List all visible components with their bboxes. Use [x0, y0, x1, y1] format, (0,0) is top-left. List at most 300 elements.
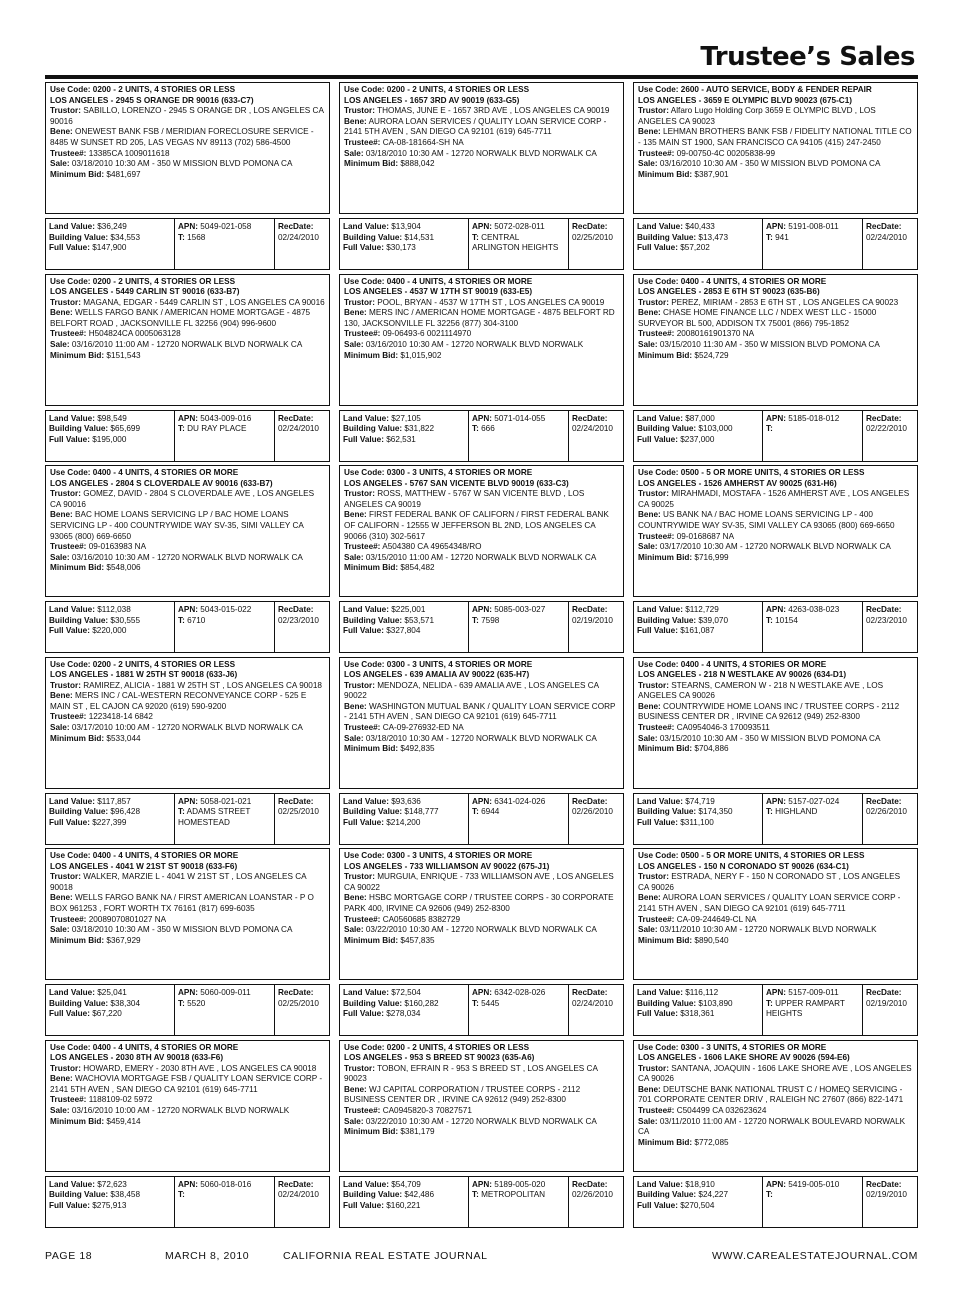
footer-page: PAGE 18 — [45, 1250, 93, 1262]
sale-value: 03/18/2010 10:30 AM - 12720 NORWALK BLVD NORWALK CA — [365, 148, 597, 158]
trustee-value: CA-09-244649-CL NA — [676, 914, 757, 924]
full-label: Full Value: — [637, 817, 678, 827]
building-value: $53,571 — [404, 615, 435, 625]
recdate-label: RecDate: — [866, 1179, 902, 1189]
listing-details — [339, 274, 624, 406]
bene-label: Bene: — [50, 1074, 73, 1084]
minbid-value: $524,729 — [694, 350, 729, 360]
listing-values — [45, 410, 330, 462]
land-label: Land Value: — [343, 222, 389, 231]
minbid-label: Minimum Bid: — [344, 935, 399, 945]
full-label: Full Value: — [49, 817, 90, 827]
sale-value: 03/17/2010 10:00 AM - 12720 NORWALK BLVD NORWALK CA — [71, 723, 303, 733]
trustor-value: PEREZ, MIRIAM - 2853 E 6TH ST , LOS ANGELES CA 90023 — [671, 297, 899, 307]
sale-value: 03/22/2010 10:30 AM - 12720 NORWALK BLVD NORWALK CA — [365, 1116, 597, 1126]
trustor-label: Trustor: — [344, 106, 375, 116]
use-code: Use Code: 0300 - 3 UNITS, 4 STORIES OR MORE — [344, 468, 533, 477]
apn-value: 5058-021-021 — [200, 796, 252, 806]
apn-label: APN: — [178, 222, 199, 231]
land-label: Land Value: — [49, 796, 95, 806]
apn-label: APN: — [472, 605, 493, 614]
recdate-label: RecDate: — [278, 796, 314, 806]
t-label: T: — [766, 615, 773, 625]
recdate-value: 02/26/2010 — [572, 807, 613, 817]
land-label: Land Value: — [637, 605, 683, 614]
t-label: T: — [472, 424, 479, 434]
building-label: Building Value: — [637, 424, 697, 434]
land-label: Land Value: — [343, 796, 389, 806]
sale-value: 03/15/2010 11:30 AM - 350 W MISSION BLVD POMONA CA — [659, 340, 880, 350]
apn-label: APN: — [178, 1179, 199, 1189]
trustor-label: Trustor: — [344, 872, 375, 882]
property-address: LOS ANGELES - 4041 W 21ST ST 90018 (633-F6) — [50, 861, 238, 871]
land-value: $225,001 — [391, 605, 426, 614]
building-value: $34,553 — [110, 232, 141, 242]
land-value: $74,719 — [685, 796, 715, 806]
property-address: LOS ANGELES - 2853 E 6TH ST 90023 (635-B6) — [638, 287, 820, 297]
full-label: Full Value: — [49, 1009, 90, 1019]
apn-label: APN: — [766, 413, 787, 423]
t-label: T: — [766, 424, 773, 434]
bene-value: US BANK NA / BAC HOME LOANS SERVICING LP - 400 COUNTRYWIDE WAY SV-35, SIMI VALLEY CA 93065 (800) 669-6650 — [638, 510, 895, 530]
full-label: Full Value: — [49, 1200, 90, 1210]
apn-value: 6341-024-026 — [494, 796, 546, 806]
full-value: $311,100 — [680, 817, 714, 827]
full-label: Full Value: — [637, 1200, 678, 1210]
building-value: $13,473 — [698, 232, 729, 242]
bene-label: Bene: — [638, 127, 661, 137]
trustor-label: Trustor: — [50, 297, 81, 307]
full-label: Full Value: — [343, 626, 384, 636]
apn-label: APN: — [472, 988, 493, 997]
bene-label: Bene: — [50, 510, 73, 520]
land-label: Land Value: — [49, 605, 95, 614]
trustee-value: C504499 CA 032623624 — [676, 1106, 767, 1116]
land-label: Land Value: — [49, 988, 95, 997]
minbid-value: $890,540 — [694, 935, 729, 945]
listing-values — [45, 601, 330, 653]
trustor-label: Trustor: — [50, 872, 81, 882]
trustor-value: MURGUIA, ENRIQUE - 733 WILLIAMSON AVE , LOS ANGELES CA 90022 — [344, 872, 614, 892]
full-label: Full Value: — [49, 243, 90, 253]
apn-label: APN: — [766, 1179, 787, 1189]
listing-values — [45, 218, 330, 270]
minbid-value: $888,042 — [400, 159, 435, 169]
footer-site[interactable]: WWW.CAREALESTATEJOURNAL.COM — [712, 1250, 918, 1262]
bene-value: FIRST FEDERAL BANK OF CALIFORN / FIRST FEDERAL BANK OF CALIFORN - 12555 W JEFFERSON BL 2ND, LOS ANGELES CA 90066 (310) 302-5617 — [344, 510, 609, 541]
t-value: 1568 — [187, 232, 206, 242]
bene-label: Bene: — [638, 308, 661, 318]
recdate-label: RecDate: — [278, 988, 314, 997]
apn-value: 5085-003-027 — [494, 605, 546, 614]
t-value: ADAMS STREET HOMESTEAD — [178, 807, 251, 827]
apn-label: APN: — [178, 605, 199, 614]
minbid-label: Minimum Bid: — [638, 350, 693, 360]
use-code: Use Code: 0400 - 4 UNITS, 4 STORIES OR MORE — [50, 1042, 239, 1052]
building-value: $148,777 — [404, 807, 439, 817]
listing-card — [45, 1040, 330, 1228]
bene-value: COUNTRYWIDE HOME LOANS INC / TRUSTEE CORPS - 2112 BUSINESS CENTER DR , IRVINE CA 92612 (949) 252-8300 — [638, 701, 900, 722]
trustor-label: Trustor: — [50, 680, 81, 690]
building-label: Building Value: — [637, 807, 697, 817]
full-value: $270,504 — [680, 1200, 715, 1210]
full-label: Full Value: — [343, 434, 384, 444]
bene-value: MERS INC / AMERICAN HOME MORTGAGE - 4875 BELFORT RD 130, JACKSONVILLE FL 32256 (877) 304-3100 — [344, 308, 615, 328]
land-label: Land Value: — [343, 413, 389, 423]
building-label: Building Value: — [49, 807, 109, 817]
trustee-label: Trustee#: — [638, 148, 675, 158]
sale-value: 03/11/2010 11:00 AM - 12720 NORWALK BOULEVARD NORWALK CA — [638, 1116, 906, 1137]
land-label: Land Value: — [49, 413, 95, 423]
building-label: Building Value: — [637, 998, 697, 1008]
trustee-value: CA0560685 8382729 — [382, 914, 461, 924]
listing-details — [45, 657, 330, 789]
minbid-label: Minimum Bid: — [638, 935, 693, 945]
trustee-value: 09-0163983 NA — [88, 542, 147, 552]
trustor-label: Trustor: — [344, 680, 375, 690]
sale-label: Sale: — [638, 542, 658, 552]
land-value: $98,549 — [97, 413, 127, 423]
building-value: $96,428 — [110, 807, 141, 817]
trustee-value: 09-0168687 NA — [676, 531, 735, 541]
listing-card — [633, 1040, 918, 1228]
use-code: Use Code: 0400 - 4 UNITS, 4 STORIES OR MORE — [638, 659, 827, 669]
trustor-value: POOL, BRYAN - 4537 W 17TH ST , LOS ANGELES CA 90019 — [377, 297, 605, 307]
apn-label: APN: — [178, 796, 199, 806]
land-label: Land Value: — [49, 1179, 95, 1189]
land-label: Land Value: — [637, 1179, 683, 1189]
apn-label: APN: — [766, 605, 787, 614]
use-code: Use Code: 0300 - 3 UNITS, 4 STORIES OR MORE — [344, 659, 533, 669]
sale-value: 03/18/2010 10:30 AM - 350 W MISSION BLVD POMONA CA — [71, 925, 293, 935]
building-value: $42,486 — [404, 1190, 435, 1200]
land-value: $112,729 — [685, 605, 719, 614]
minbid-label: Minimum Bid: — [344, 159, 399, 169]
listing-details — [633, 82, 918, 214]
trustor-value: MIRAHMADI, MOSTAFA - 1526 AMHERST AVE , LOS ANGELES CA 90025 — [638, 489, 910, 509]
property-address: LOS ANGELES - 4537 W 17TH ST 90019 (633-E5) — [344, 287, 533, 297]
sale-label: Sale: — [344, 148, 364, 158]
apn-label: APN: — [766, 988, 787, 997]
bene-label: Bene: — [344, 116, 367, 126]
recdate-value: 02/24/2010 — [572, 424, 613, 434]
land-label: Land Value: — [343, 988, 389, 997]
use-code: Use Code: 0400 - 4 UNITS, 4 STORIES OR MORE — [50, 468, 239, 477]
full-value: $237,000 — [680, 434, 715, 444]
bene-label: Bene: — [344, 308, 367, 318]
recdate-label: RecDate: — [572, 1179, 608, 1189]
land-label: Land Value: — [343, 1179, 389, 1189]
bene-label: Bene: — [50, 691, 73, 701]
title-rule — [45, 75, 918, 79]
land-label: Land Value: — [637, 988, 683, 997]
bene-label: Bene: — [638, 510, 661, 520]
building-value: $65,699 — [110, 424, 141, 434]
listing-card — [45, 848, 330, 1036]
sale-value: 03/18/2010 10:30 AM - 12720 NORWALK BLVD NORWALK CA — [365, 733, 597, 743]
bene-value: WELLS FARGO BANK NA / FIRST AMERICAN LOANSTAR - P O BOX 961253 , FORT WORTH TX 76161 (817) 699-6035 — [50, 893, 314, 913]
land-label: Land Value: — [343, 605, 389, 614]
recdate-label: RecDate: — [572, 413, 608, 423]
bene-label: Bene: — [344, 893, 367, 903]
sale-label: Sale: — [50, 552, 70, 562]
bene-value: AURORA LOAN SERVICES / QUALITY LOAN SERVICE CORP - 2141 5TH AVEN , SAN DIEGO CA 92101 (619) 645-7711 — [344, 116, 607, 137]
use-code: Use Code: 0200 - 2 UNITS, 4 STORIES OR LESS — [50, 276, 236, 286]
full-value: $327,804 — [386, 626, 421, 636]
trustee-label: Trustee#: — [638, 723, 675, 733]
land-value: $87,000 — [685, 413, 715, 423]
trustor-label: Trustor: — [638, 489, 669, 499]
bene-value: LEHMAN BROTHERS BANK FSB / FIDELITY NATIONAL TITLE CO - 135 MAIN ST 1900, SAN FRANCISCO CA 94105 (415) 247-2450 — [638, 127, 912, 147]
apn-value: 6342-028-026 — [494, 988, 546, 997]
recdate-value: 02/24/2010 — [866, 232, 907, 242]
t-value: 941 — [775, 232, 789, 242]
recdate-value: 02/19/2010 — [572, 615, 613, 625]
bene-value: DEUTSCHE BANK NATIONAL TRUST C / HOMEQ SERVICING - 701 CORPORATE CENTER DRIV , RALEIGH NC 27607 (866) 822-1471 — [638, 1084, 904, 1105]
building-value: $103,000 — [698, 424, 733, 434]
trustee-label: Trustee#: — [344, 542, 381, 552]
use-code: Use Code: 0200 - 2 UNITS, 4 STORIES OR LESS — [50, 85, 236, 94]
listing-card — [45, 465, 330, 653]
t-value: 7598 — [481, 615, 500, 625]
apn-value: 5072-028-011 — [494, 222, 545, 231]
property-address: LOS ANGELES - 218 N WESTLAKE AV 90026 (634-D1) — [638, 670, 847, 680]
property-address: LOS ANGELES - 733 WILLIAMSON AV 90022 (675-J1) — [344, 861, 550, 871]
sale-value: 03/15/2010 11:00 AM - 12720 NORWALK BLVD NORWALK CA — [365, 552, 597, 562]
t-value: 10154 — [775, 615, 798, 625]
recdate-value: 02/19/2010 — [866, 1190, 907, 1200]
trustee-value: CA0954046-3 170093511 — [676, 723, 770, 733]
sale-value: 03/15/2010 10:30 AM - 350 W MISSION BLVD POMONA CA — [659, 733, 881, 743]
trustor-label: Trustor: — [50, 1063, 81, 1073]
full-label: Full Value: — [343, 1009, 384, 1019]
apn-label: APN: — [178, 413, 199, 423]
t-label: T: — [178, 1190, 185, 1200]
listing-card — [633, 848, 918, 1036]
land-label: Land Value: — [49, 222, 95, 231]
bene-label: Bene: — [50, 893, 73, 903]
building-value: $38,304 — [110, 998, 141, 1008]
apn-value: 5060-018-016 — [200, 1179, 252, 1189]
listing-details — [633, 848, 918, 980]
building-label: Building Value: — [343, 998, 403, 1008]
land-value: $54,709 — [391, 1179, 421, 1189]
apn-value: 5157-009-011 — [788, 988, 839, 997]
t-label: T: — [472, 232, 479, 242]
bene-label: Bene: — [638, 1084, 661, 1094]
bene-value: AURORA LOAN SERVICES / QUALITY LOAN SERVICE CORP - 2141 5TH AVEN , SAN DIEGO CA 92101 (619) 645-7711 — [638, 893, 901, 913]
trustee-label: Trustee#: — [344, 1106, 381, 1116]
listing-details — [45, 274, 330, 406]
use-code: Use Code: 0400 - 4 UNITS, 4 STORIES OR MORE — [638, 276, 827, 286]
trustee-label: Trustee#: — [344, 723, 381, 733]
sale-value: 03/16/2010 11:00 AM - 12720 NORWALK BLVD NORWALK CA — [71, 340, 303, 350]
bene-label: Bene: — [344, 1084, 367, 1094]
listing-card — [633, 465, 918, 653]
minbid-label: Minimum Bid: — [344, 744, 399, 754]
trustee-label: Trustee#: — [344, 137, 381, 147]
land-value: $40,433 — [685, 222, 715, 231]
land-value: $117,857 — [97, 796, 131, 806]
building-value: $30,555 — [110, 615, 141, 625]
sale-label: Sale: — [50, 159, 70, 169]
t-label: T: — [178, 998, 185, 1008]
page-title: Trustee’s Sales — [700, 42, 915, 72]
full-value: $30,173 — [386, 243, 416, 253]
apn-value: 5043-015-022 — [200, 605, 252, 614]
listing-values — [339, 601, 624, 653]
full-label: Full Value: — [637, 434, 678, 444]
land-label: Land Value: — [637, 222, 683, 231]
land-value: $72,623 — [97, 1179, 127, 1189]
trustor-value: STEARNS, CAMERON W - 218 N WESTLAKE AVE , LOS ANGELES CA 90026 — [638, 680, 884, 701]
use-code: Use Code: 0300 - 3 UNITS, 4 STORIES OR MORE — [638, 1042, 827, 1052]
apn-value: 5060-009-011 — [200, 988, 251, 997]
bene-value: BAC HOME LOANS SERVICING LP / BAC HOME LOANS SERVICING LP - 400 COUNTRYWIDE WAY SV-35, SIMI VALLEY CA 93065 (800) 669-6650 — [50, 510, 304, 541]
listing-details — [633, 1040, 918, 1172]
trustor-value: SANTANA, JOAQUIN - 1606 LAKE SHORE AVE , LOS ANGELES CA 90026 — [638, 1063, 912, 1084]
trustor-value: THOMAS, JUNE E - 1657 3RD AVE , LOS ANGELES CA 90019 — [377, 106, 610, 116]
minbid-label: Minimum Bid: — [638, 1137, 693, 1147]
minbid-value: $772,085 — [694, 1137, 729, 1147]
recdate-label: RecDate: — [278, 413, 314, 423]
trustor-value: GOMEZ, DAVID - 2804 S CLOVERDALE AVE , LOS ANGELES CA 90016 — [50, 489, 315, 509]
trustee-label: Trustee#: — [638, 914, 675, 924]
recdate-value: 02/26/2010 — [572, 1190, 613, 1200]
bene-value: WASHINGTON MUTUAL BANK / QUALITY LOAN SERVICE CORP - 2141 5TH AVEN , SAN DIEGO CA 92101 (619) 645-7711 — [344, 701, 616, 722]
recdate-label: RecDate: — [866, 988, 902, 997]
minbid-value: $533,044 — [106, 733, 141, 743]
t-value: CENTRAL ARLINGTON HEIGHTS — [472, 232, 559, 253]
trustee-label: Trustee#: — [344, 329, 381, 339]
bene-value: CHASE HOME FINANCE LLC / NDEX WEST LLC - 15000 SURVEYOR BL 500, ADDISON TX 75001 (866) 795-1852 — [638, 308, 877, 328]
listing-values — [633, 410, 918, 462]
recdate-label: RecDate: — [278, 1179, 314, 1189]
land-value: $93,636 — [391, 796, 421, 806]
t-label: T: — [472, 615, 479, 625]
trustee-label: Trustee#: — [344, 914, 381, 924]
minbid-value: $492,835 — [400, 744, 435, 754]
recdate-value: 02/25/2010 — [278, 998, 319, 1008]
listing-values — [633, 984, 918, 1036]
use-code: Use Code: 0500 - 5 OR MORE UNITS, 4 STORIES OR LESS — [638, 851, 865, 860]
recdate-label: RecDate: — [572, 796, 608, 806]
use-code: Use Code: 0500 - 5 OR MORE UNITS, 4 STORIES OR LESS — [638, 468, 865, 477]
full-value: $62,531 — [386, 434, 416, 444]
minbid-value: $457,835 — [400, 935, 435, 945]
minbid-label: Minimum Bid: — [638, 169, 693, 179]
footer-journal: CALIFORNIA REAL ESTATE JOURNAL — [283, 1250, 488, 1262]
apn-value: 5419-005-010 — [788, 1179, 840, 1189]
listing-values — [633, 601, 918, 653]
bene-label: Bene: — [638, 893, 661, 903]
land-value: $18,910 — [685, 1179, 715, 1189]
recdate-label: RecDate: — [866, 796, 902, 806]
property-address: LOS ANGELES - 1526 AMHERST AV 90025 (631-H6) — [638, 478, 837, 488]
bene-label: Bene: — [344, 510, 367, 520]
building-label: Building Value: — [343, 1190, 403, 1200]
listing-card — [339, 657, 624, 845]
listing-details — [339, 657, 624, 789]
building-label: Building Value: — [343, 615, 403, 625]
full-value: $67,220 — [92, 1009, 122, 1019]
land-label: Land Value: — [637, 796, 683, 806]
apn-label: APN: — [472, 413, 493, 423]
land-value: $112,038 — [97, 605, 131, 614]
sale-label: Sale: — [50, 1106, 70, 1116]
minbid-label: Minimum Bid: — [638, 744, 693, 754]
recdate-value: 02/22/2010 — [866, 424, 907, 434]
trustor-label: Trustor: — [344, 489, 375, 499]
apn-value: 5189-005-020 — [494, 1179, 546, 1189]
use-code: Use Code: 2600 - AUTO SERVICE, BODY & FENDER REPAIR — [638, 85, 872, 94]
apn-value: 5191-008-011 — [788, 222, 839, 231]
apn-label: APN: — [766, 222, 787, 231]
apn-label: APN: — [178, 988, 199, 997]
minbid-label: Minimum Bid: — [344, 350, 399, 360]
use-code: Use Code: 0200 - 2 UNITS, 4 STORIES OR LESS — [50, 659, 236, 669]
listing-details — [633, 465, 918, 597]
trustor-value: ROSS, MATTHEW - 5767 W SAN VICENTE BLVD , LOS ANGELES CA 90019 — [344, 489, 585, 509]
t-label: T: — [178, 807, 185, 817]
trustee-label: Trustee#: — [638, 1106, 675, 1116]
trustor-value: MAGANA, EDGAR - 5449 CARLIN ST , LOS ANGELES CA 90016 — [83, 297, 325, 307]
recdate-label: RecDate: — [278, 605, 314, 614]
building-value: $24,227 — [698, 1190, 729, 1200]
sale-value: 03/18/2010 10:30 AM - 350 W MISSION BLVD POMONA CA — [71, 159, 293, 169]
full-value: $147,900 — [92, 243, 127, 253]
recdate-value: 02/25/2010 — [278, 807, 319, 817]
land-value: $27,105 — [391, 413, 421, 423]
recdate-label: RecDate: — [866, 413, 902, 423]
recdate-label: RecDate: — [866, 605, 902, 614]
trustee-value: 1223418-14 6842 — [88, 712, 153, 722]
trustor-label: Trustor: — [638, 106, 669, 116]
trustor-value: Alfaro Lugo Holding Corp 3659 E OLYMPIC BLVD , LOS ANGELES CA 90023 — [638, 106, 876, 126]
trustor-label: Trustor: — [344, 297, 375, 307]
minbid-value: $151,543 — [106, 350, 141, 360]
minbid-value: $387,901 — [694, 169, 729, 179]
apn-value: 5185-018-012 — [788, 413, 840, 423]
minbid-label: Minimum Bid: — [344, 563, 399, 573]
trustee-value: 09-00750-4C 00205838-99 — [676, 148, 776, 158]
trustee-label: Trustee#: — [50, 148, 87, 158]
listing-details — [45, 848, 330, 980]
bene-value: MERS INC / CAL-WESTERN RECONVEYANCE CORP - 525 E MAIN ST , EL CAJON CA 92020 (619) 590-9200 — [50, 691, 307, 711]
bene-value: WACHOVIA MORTGAGE FSB / QUALITY LOAN SERVICE CORP - 2141 5TH AVEN , SAN DIEGO CA 92101 (619) 645-7711 — [50, 1074, 323, 1094]
trustor-label: Trustor: — [50, 489, 81, 499]
t-label: T: — [766, 998, 773, 1008]
bene-value: HSBC MORTGAGE CORP / TRUSTEE CORPS - 30 CORPORATE PARK 400, IRVINE CA 92606 (949) 252-8300 — [344, 893, 614, 913]
trustee-value: A504380 CA 49654348/RO — [382, 542, 482, 552]
property-address: LOS ANGELES - 2804 S CLOVERDALE AV 90016 (633-B7) — [50, 478, 273, 488]
t-value: 6944 — [481, 807, 500, 817]
building-label: Building Value: — [637, 615, 697, 625]
property-address: LOS ANGELES - 953 S BREED ST 90023 (635-A6) — [344, 1053, 535, 1063]
listing-details — [339, 465, 624, 597]
t-label: T: — [766, 807, 773, 817]
recdate-value: 02/24/2010 — [278, 232, 319, 242]
t-value: 5445 — [481, 998, 500, 1008]
full-value: $57,202 — [680, 243, 710, 253]
recdate-label: RecDate: — [572, 605, 608, 614]
sale-label: Sale: — [344, 925, 364, 935]
minbid-value: $367,929 — [106, 935, 141, 945]
recdate-label: RecDate: — [866, 222, 902, 231]
minbid-value: $481,697 — [106, 169, 141, 179]
apn-label: APN: — [472, 796, 493, 806]
trustor-value: TOBON, EFRAIN R - 953 S BREED ST , LOS ANGELES CA 90023 — [344, 1063, 598, 1084]
